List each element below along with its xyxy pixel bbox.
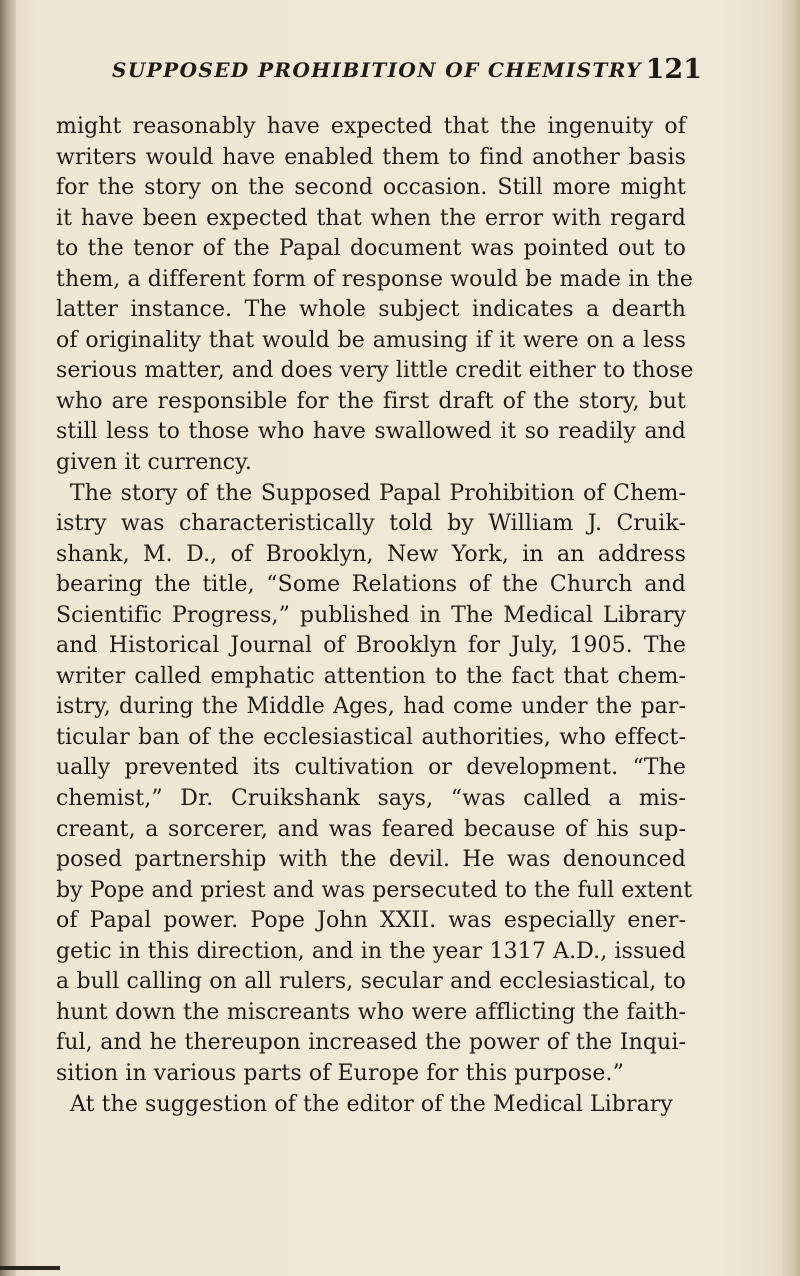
text-line: for the story on the second occasion. Still more might: [56, 175, 686, 201]
text-line: shank, M. D., of Brooklyn, New York, in an address: [56, 541, 686, 567]
text-line: serious matter, and does very little credit either to those: [56, 358, 694, 384]
page-edge-right: [782, 0, 800, 1276]
text-line: given it currency.: [56, 450, 252, 476]
text-line: still less to those who have swallowed it so readily and: [56, 419, 686, 445]
text-line: to the tenor of the Papal document was pointed out to: [56, 236, 686, 262]
page-number: 121: [645, 54, 702, 85]
body-text: [56, 112, 694, 1120]
text-line: ful, and he thereupon increased the power of the Inqui-: [56, 1030, 686, 1056]
text-line: by Pope and priest and was persecuted to the full extent: [56, 877, 693, 903]
text-line: them, a different form of response would be made in the: [56, 266, 693, 292]
text-line: getic in this direction, and in the year 1317 A.D., issued: [56, 938, 686, 964]
text-line: who are responsible for the first draft of the story, but: [56, 388, 686, 414]
text-line: a bull calling on all rulers, secular and ecclesiastical, to: [56, 969, 686, 995]
text-line: istry, during the Middle Ages, had come under the par-: [56, 694, 686, 720]
text-line: latter instance. The whole subject indicates a dearth: [56, 297, 686, 323]
running-head: [112, 52, 702, 96]
text-line: of Papal power. Pope John XXII. was especially ener-: [56, 908, 686, 934]
text-line: and Historical Journal of Brooklyn for July, 1905. The: [56, 633, 686, 659]
text-line: sition in various parts of Europe for this purpose.”: [56, 1060, 624, 1086]
binding-gutter-left: [0, 0, 16, 1276]
text-line: chemist,” Dr. Cruikshank says, “was called a mis-: [56, 786, 686, 812]
text-line: posed partnership with the devil. He was denounced: [56, 847, 686, 873]
text-line: The story of the Supposed Papal Prohibition of Chem-: [70, 480, 686, 506]
running-title: SUPPOSED PROHIBITION OF CHEMISTRY: [112, 58, 642, 82]
text-line: it have been expected that when the error with regard: [56, 205, 686, 231]
text-line: At the suggestion of the editor of the Medical Library: [70, 1091, 673, 1117]
text-line: ually prevented its cultivation or development. “The: [56, 755, 686, 781]
text-line: might reasonably have expected that the ingenuity of: [56, 114, 686, 139]
text-line: writers would have enabled them to find another basis: [56, 144, 686, 170]
bottom-rule: [0, 1266, 60, 1270]
text-line: ticular ban of the ecclesiastical authorities, who effect-: [56, 724, 686, 750]
text-line: hunt down the miscreants who were afflicting the faith-: [56, 999, 686, 1025]
text-line: Scientific Progress,” published in The Medical Library: [56, 602, 686, 628]
text-line: of originality that would be amusing if it were on a less: [56, 327, 686, 353]
text-line: bearing the title, “Some Relations of the Church and: [56, 572, 686, 598]
text-line: writer called emphatic attention to the fact that chem-: [56, 663, 686, 689]
text-line: istry was characteristically told by William J. Cruik-: [56, 511, 686, 537]
text-line: creant, a sorcerer, and was feared because of his sup-: [56, 816, 686, 842]
